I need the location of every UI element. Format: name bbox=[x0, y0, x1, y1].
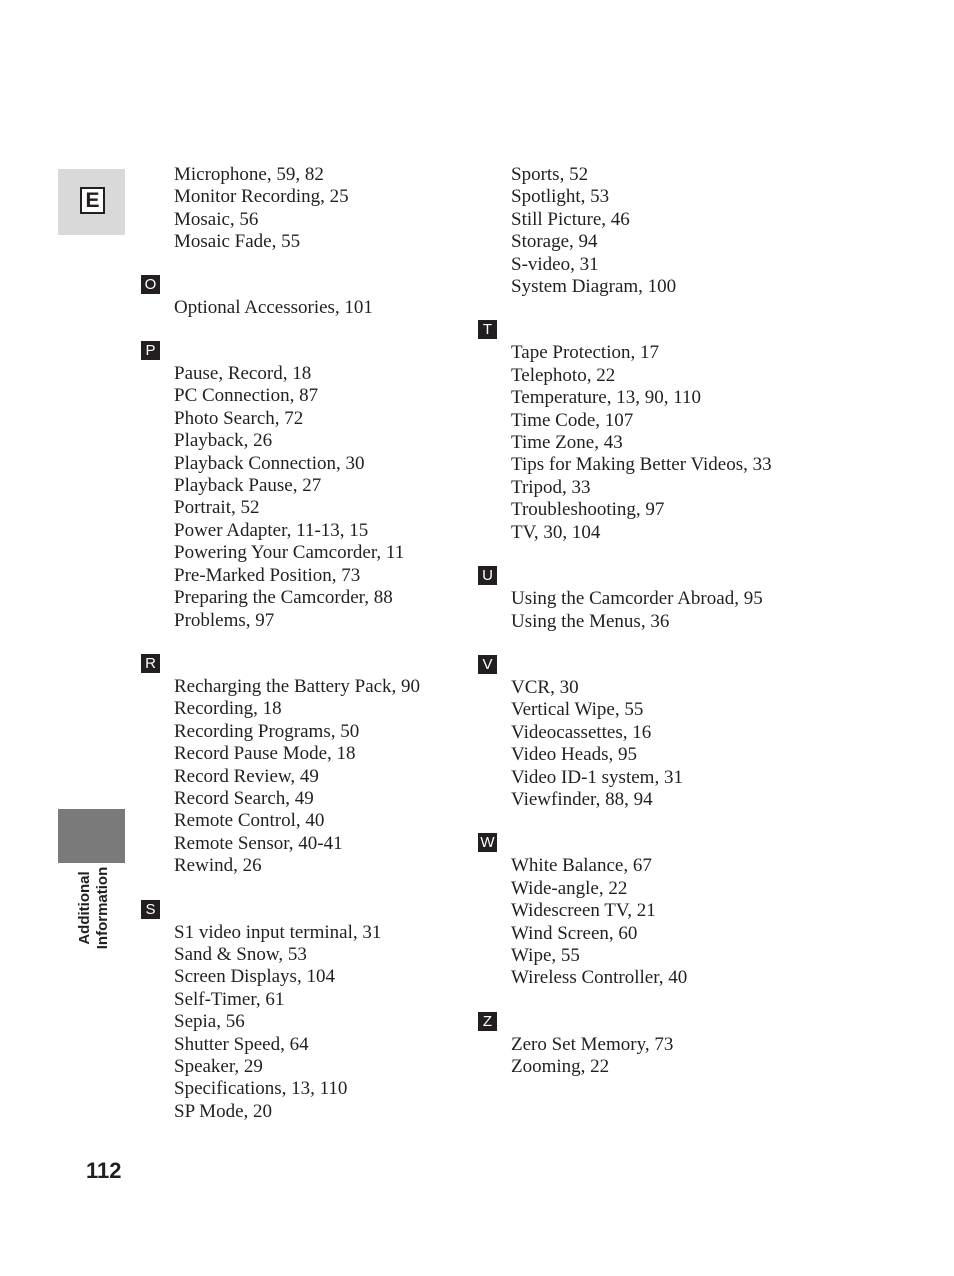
index-entry: Zero Set Memory, 73 bbox=[511, 1033, 674, 1055]
index-entry: Storage, 94 bbox=[511, 231, 598, 253]
index-letter-heading: S bbox=[141, 900, 160, 919]
index-entry: Speaker, 29 bbox=[174, 1056, 263, 1077]
index-entry: Video ID-1 system, 31 bbox=[511, 766, 683, 788]
index-entry: Recharging the Battery Pack, 90 bbox=[174, 675, 421, 697]
index-letter-heading: P bbox=[141, 341, 160, 360]
index-entry: Wind Screen, 60 bbox=[511, 922, 638, 944]
index-entry: Pause, Record, 18 bbox=[174, 363, 312, 385]
index-entry: Mosaic Fade, 55 bbox=[174, 231, 301, 253]
index-letter-heading: V bbox=[478, 655, 497, 674]
index-entry: Sepia, 56 bbox=[174, 1011, 245, 1033]
index-entry: Videocassettes, 16 bbox=[511, 721, 652, 743]
index-entry: White Balance, 67 bbox=[511, 855, 652, 877]
index-entry: Portrait, 52 bbox=[174, 497, 260, 519]
index-group-right-continued bbox=[511, 164, 772, 298]
index-entry: S-video, 31 bbox=[511, 253, 599, 275]
index-entry: Shutter Speed, 64 bbox=[174, 1033, 309, 1055]
index-letter-heading: T bbox=[478, 320, 497, 339]
index-group-v bbox=[482, 655, 772, 811]
index-entry: Record Search, 49 bbox=[174, 787, 314, 809]
index-entry: Widescreen TV, 21 bbox=[511, 900, 656, 922]
index-entry: S1 video input terminal, 31 bbox=[174, 921, 382, 943]
index-entry: Sand & Snow, 53 bbox=[174, 943, 307, 965]
index-entry: SP Mode, 20 bbox=[174, 1100, 273, 1122]
index-entry: Preparing the Camcorder, 88 bbox=[174, 587, 393, 609]
index-group-s bbox=[145, 900, 420, 1124]
index-entry: Tripod, 33 bbox=[511, 476, 591, 498]
index-entry: Recording Programs, 50 bbox=[174, 720, 360, 742]
index-group-z bbox=[482, 1012, 772, 1079]
index-entry: PC Connection, 87 bbox=[174, 385, 319, 407]
index-entry: Microphone, 59, 82 bbox=[174, 164, 324, 185]
index-entry: TV, 30, 104 bbox=[511, 521, 601, 543]
index-entry: Self-Timer, 61 bbox=[174, 988, 285, 1010]
index-entry: System Diagram, 100 bbox=[511, 276, 677, 298]
index-entry: Rewind, 26 bbox=[174, 855, 262, 877]
index-entry: Vertical Wipe, 55 bbox=[511, 699, 644, 721]
index-group-t bbox=[482, 320, 772, 544]
index-entry: Power Adapter, 11-13, 15 bbox=[174, 519, 369, 541]
index-entry: Playback, 26 bbox=[174, 430, 273, 452]
index-letter-heading: Z bbox=[478, 1012, 497, 1031]
index-entry: Recording, 18 bbox=[174, 698, 282, 720]
index-group-r bbox=[145, 654, 421, 878]
page-number: 112 bbox=[86, 1158, 122, 1183]
index-entry: Remote Control, 40 bbox=[174, 810, 325, 832]
index-entry: Tape Protection, 17 bbox=[511, 342, 659, 364]
index-entry: Photo Search, 72 bbox=[174, 407, 304, 429]
section-label-line2: Information bbox=[94, 866, 111, 950]
index-entry: Temperature, 13, 90, 110 bbox=[511, 387, 702, 409]
index-group-w bbox=[480, 833, 772, 989]
index-entry: Using the Menus, 36 bbox=[511, 610, 670, 632]
index-group-u bbox=[482, 566, 772, 633]
index-entry: Spotlight, 53 bbox=[511, 186, 610, 208]
index-entry: Wide-angle, 22 bbox=[511, 877, 628, 899]
index-entry: Video Heads, 95 bbox=[511, 744, 638, 766]
index-entry: Playback Connection, 30 bbox=[174, 452, 365, 474]
index-entry: Wipe, 55 bbox=[511, 944, 580, 966]
index-entry: Remote Sensor, 40-41 bbox=[174, 832, 343, 854]
index-entry: Optional Accessories, 101 bbox=[174, 296, 373, 318]
index-letter-heading: U bbox=[478, 566, 497, 585]
index-entry: Time Code, 107 bbox=[511, 409, 634, 431]
index-entry: Screen Displays, 104 bbox=[174, 966, 335, 988]
index-group-o bbox=[144, 275, 420, 319]
index-entry: Specifications, 13, 110 bbox=[174, 1078, 348, 1100]
index-entry: Still Picture, 46 bbox=[511, 208, 630, 230]
index-entry: Record Review, 49 bbox=[174, 765, 319, 787]
language-code: E bbox=[80, 187, 105, 214]
index-entry: Mosaic, 56 bbox=[174, 208, 259, 230]
index-entry: Pre-Marked Position, 73 bbox=[174, 564, 361, 586]
index-letter-heading: W bbox=[478, 833, 497, 852]
index-group-p bbox=[145, 341, 420, 632]
index-entry: Tips for Making Better Videos, 33 bbox=[511, 454, 772, 476]
index-column-left bbox=[144, 164, 421, 1123]
index-group-left-continued bbox=[174, 164, 420, 254]
section-label bbox=[76, 848, 112, 968]
index-entry: Troubleshooting, 97 bbox=[511, 499, 665, 521]
index-column-right bbox=[480, 164, 772, 1079]
index-entry: Problems, 97 bbox=[174, 609, 275, 631]
index-letter-heading: O bbox=[141, 275, 160, 294]
index-entry: Telephoto, 22 bbox=[511, 364, 616, 386]
index-letter-heading: R bbox=[141, 654, 160, 673]
index-entry: Zooming, 22 bbox=[511, 1056, 610, 1078]
index-entry: VCR, 30 bbox=[511, 676, 579, 698]
index-entry: Viewfinder, 88, 94 bbox=[511, 788, 653, 810]
index-entry: Monitor Recording, 25 bbox=[174, 186, 349, 208]
index-entry: Powering Your Camcorder, 11 bbox=[174, 542, 405, 564]
section-label-line1: Additional bbox=[76, 871, 93, 945]
index-entry: Using the Camcorder Abroad, 95 bbox=[511, 588, 763, 610]
index-entry: Record Pause Mode, 18 bbox=[174, 743, 356, 765]
index-entry: Time Zone, 43 bbox=[511, 432, 623, 454]
index-entry: Wireless Controller, 40 bbox=[511, 967, 688, 989]
index-entry: Playback Pause, 27 bbox=[174, 475, 322, 497]
index-entry: Sports, 52 bbox=[511, 164, 589, 185]
